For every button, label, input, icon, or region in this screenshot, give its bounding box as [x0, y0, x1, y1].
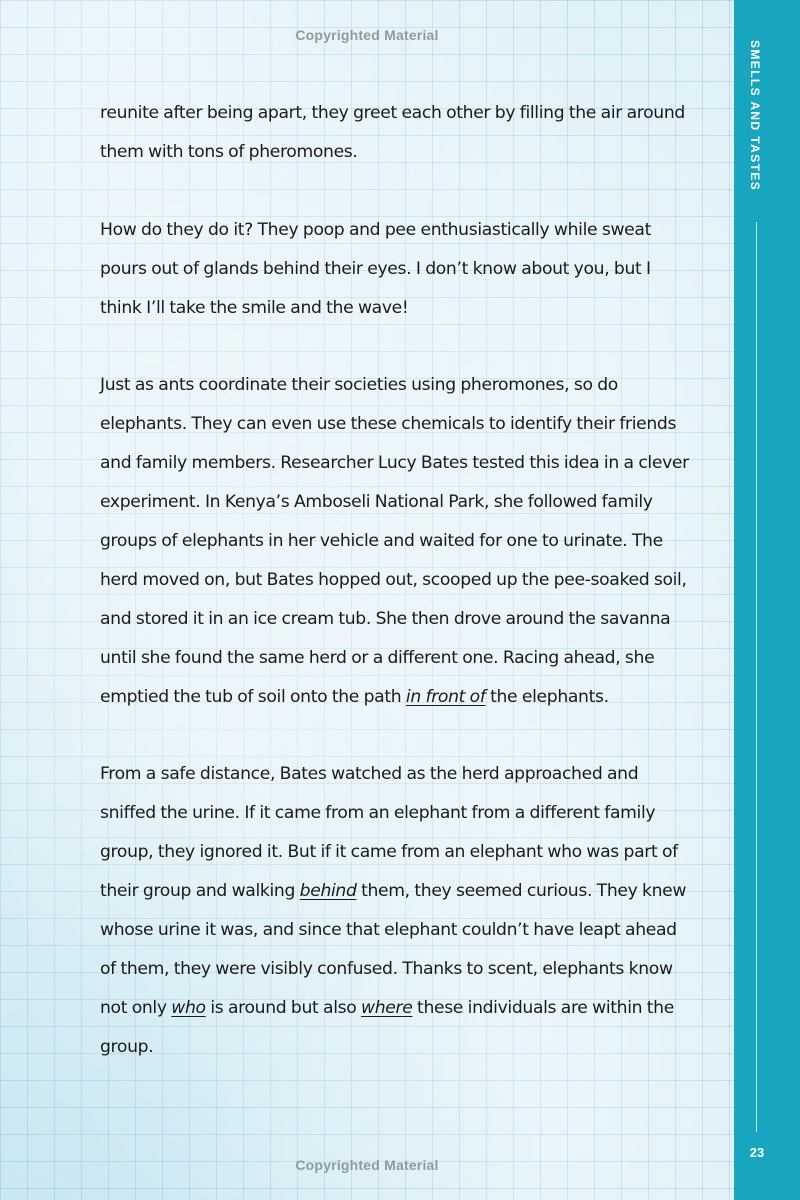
emphasis-who: who [171, 997, 206, 1018]
paragraph-4-text-c: is around but also [205, 997, 362, 1018]
paragraph-4-text-b: them, they seemed curious. They knew whose urine it was, and since that elephant couldn’t have leapt ahead of them, they were visibly confused. Thanks to scent, elephants know not only [100, 881, 687, 1018]
paragraph-4-text-a: From a safe distance, Bates watched as the herd approached and sniffed the urine. If it came from an elephant from a different family group, they ignored it. But if it came from an elephant who was part of their group and walking [100, 764, 678, 902]
copyright-watermark-top: Copyrighted Material [295, 27, 439, 43]
paragraph-2: How do they do it? They poop and pee enthusiastically while sweat pours out of glands behind their eyes. I don’t know about you, but I think I’ll take the smile and the wave! [100, 219, 651, 318]
emphasis-behind: behind [299, 881, 357, 902]
page-number: 23 [749, 1145, 765, 1160]
paragraph-1: reunite after being apart, they greet each other by filling the air around them with tons of pheromones. [100, 103, 685, 162]
emphasis-where: where [361, 997, 413, 1018]
chapter-side-tab [734, 0, 800, 1200]
emphasis-in-front-of: in front of [405, 686, 486, 707]
copyright-watermark-bottom: Copyrighted Material [295, 1157, 439, 1173]
paragraph-3-text-a: Just as ants coordinate their societies using pheromones, so do elephants. They can even use these chemicals to identify their friends and family members. Researcher Lucy Bates tested this idea in a clever experiment. In Kenya’s Amboseli National Park, she followed family groups of elephants in her vehicle and waited for one to urinate. The herd moved on, but Bates hopped out, scooped up the pee-soaked soil, and stored it in an ice cream tub. She then drove around the savanna until she found the same herd or a different one. Racing ahead, she emptied the tub of soil onto the path [100, 375, 689, 707]
side-divider-line [756, 222, 757, 1132]
paragraph-4 [100, 755, 690, 1066]
paragraph-3-text-b: the elephants. [485, 686, 609, 707]
section-title: SMELLS AND TASTES [748, 40, 762, 192]
paragraph-4-text-d: these individuals are within the group. [100, 997, 674, 1057]
body-text [100, 94, 690, 1067]
paragraph-3 [100, 366, 690, 716]
